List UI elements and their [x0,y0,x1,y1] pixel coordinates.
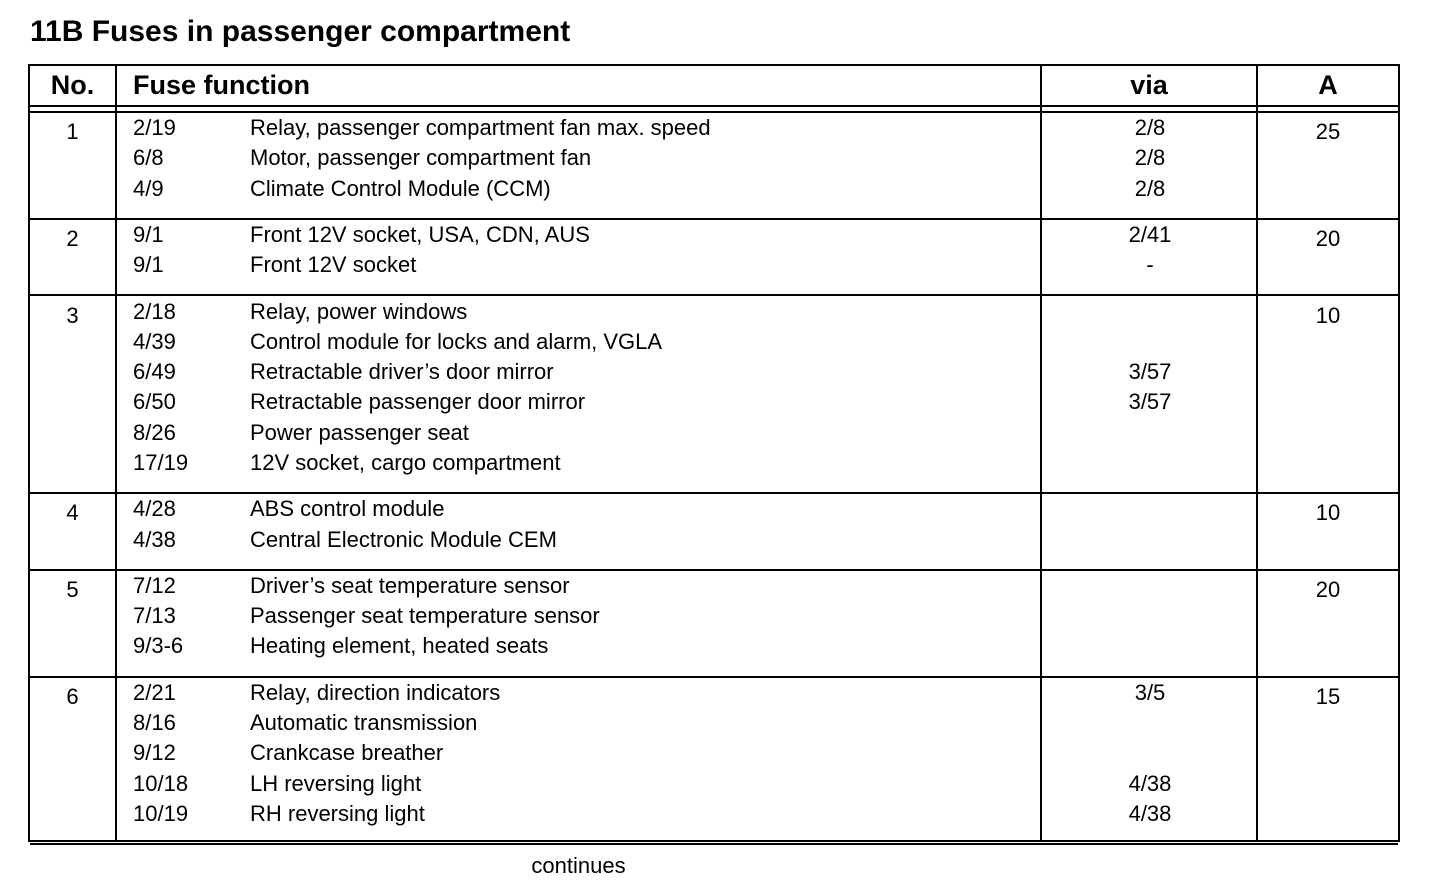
component-code: 17/19 [133,450,189,475]
fuse-amperage: 10 [1315,302,1341,328]
via-reference: 2/8 [1134,175,1166,201]
component-code: 6/50 [133,389,176,415]
component-description: Heating element, heated seats [250,633,549,659]
fuse-group [30,220,1398,297]
fuse-amperage: 20 [1315,576,1341,602]
via-reference: 3/5 [1134,679,1166,705]
component-description: ABS control module [250,496,445,522]
component-code: 7/13 [133,603,176,629]
fuse-amperage: 20 [1315,225,1341,251]
component-description: RH reversing light [250,800,425,826]
fuse-amperage: 10 [1315,500,1341,526]
fuse-number: 1 [66,119,79,144]
table-row [30,220,1398,250]
component-code: 2/18 [133,298,176,324]
component-code: 2/21 [133,679,176,705]
component-code: 6/8 [133,145,164,171]
table-row [30,418,1398,448]
component-code: 7/12 [133,572,176,598]
via-reference: 3/57 [1128,389,1172,415]
fuse-group [30,678,1398,846]
continues-row [30,845,1398,883]
table-row [30,738,1398,768]
table-row [30,678,1398,708]
header-amp: A [1318,70,1338,100]
component-description: Automatic transmission [250,710,478,736]
component-code: 9/1 [133,221,164,247]
component-description: Driver’s seat temperature sensor [250,572,570,598]
via-reference: 2/41 [1128,221,1172,247]
component-code: 4/38 [133,526,176,552]
fuse-group [30,494,1398,571]
fuse-number: 6 [66,683,79,709]
header-no: No. [50,70,95,100]
header-via: via [1130,70,1168,100]
table-row [30,769,1398,799]
component-code: 6/49 [133,359,176,385]
fuse-number: 4 [66,500,79,526]
component-description: Crankcase breather [250,740,444,766]
table-row [30,799,1398,829]
component-description: Motor, passenger compartment fan [250,145,592,171]
component-code: 9/12 [133,740,176,766]
component-description: Power passenger seat [250,419,469,445]
header-rule [30,105,1398,107]
fuse-number: 5 [66,576,79,602]
component-code: 2/19 [133,115,176,140]
fuse-number: 2 [66,225,79,251]
table-row [30,494,1398,524]
table-row [30,143,1398,173]
component-code: 4/9 [133,175,164,201]
component-code: 10/18 [133,770,189,796]
component-code: 4/28 [133,496,176,522]
table-row [30,525,1398,555]
table-row [30,250,1398,280]
component-description: 12V socket, cargo compartment [250,450,561,475]
continues-label: continues [531,853,626,879]
via-reference: 2/8 [1134,115,1166,140]
component-code: 9/3-6 [133,633,184,659]
page-title: 11B Fuses in passenger compartment [30,15,571,48]
fuse-table [28,64,1400,879]
table-row [30,357,1398,387]
via-reference: 4/38 [1128,800,1172,826]
table-row [30,448,1398,478]
component-description: Central Electronic Module CEM [250,526,557,552]
table-row [30,174,1398,204]
fuse-number: 3 [66,302,79,328]
fuse-group [30,571,1398,678]
component-description: Front 12V socket [250,252,417,278]
component-description: Control module for locks and alarm, VGLA [250,328,663,354]
fuse-group [30,297,1398,495]
table-row [30,297,1398,327]
component-description: Front 12V socket, USA, CDN, AUS [250,221,590,247]
table-row [30,708,1398,738]
table-row [30,571,1398,601]
via-reference: 4/38 [1128,770,1172,796]
component-code: 4/39 [133,328,176,354]
component-description: Retractable passenger door mirror [250,389,586,415]
component-code: 10/19 [133,800,189,826]
table-row [30,387,1398,417]
component-description: Relay, passenger compartment fan max. speed [250,115,711,140]
via-reference: 3/57 [1128,359,1172,385]
table-row [30,113,1398,143]
component-code: 8/26 [133,419,176,445]
table-row [30,601,1398,631]
table-row [30,327,1398,357]
component-description: LH reversing light [250,770,422,796]
component-description: Retractable driver’s door mirror [250,359,554,385]
component-code: 9/1 [133,252,164,278]
fuse-group [30,113,1398,220]
component-description: Passenger seat temperature sensor [250,603,600,629]
fuse-amperage: 15 [1315,683,1341,709]
via-reference: 2/8 [1134,145,1166,171]
component-description: Relay, power windows [250,298,468,324]
component-code: 8/16 [133,710,176,736]
component-description: Relay, direction indicators [250,679,501,705]
header-fuse-function: Fuse function [133,70,310,100]
via-reference: - [1146,252,1154,278]
table-row [30,631,1398,661]
fuse-amperage: 25 [1315,119,1341,144]
component-description: Climate Control Module (CCM) [250,175,551,201]
